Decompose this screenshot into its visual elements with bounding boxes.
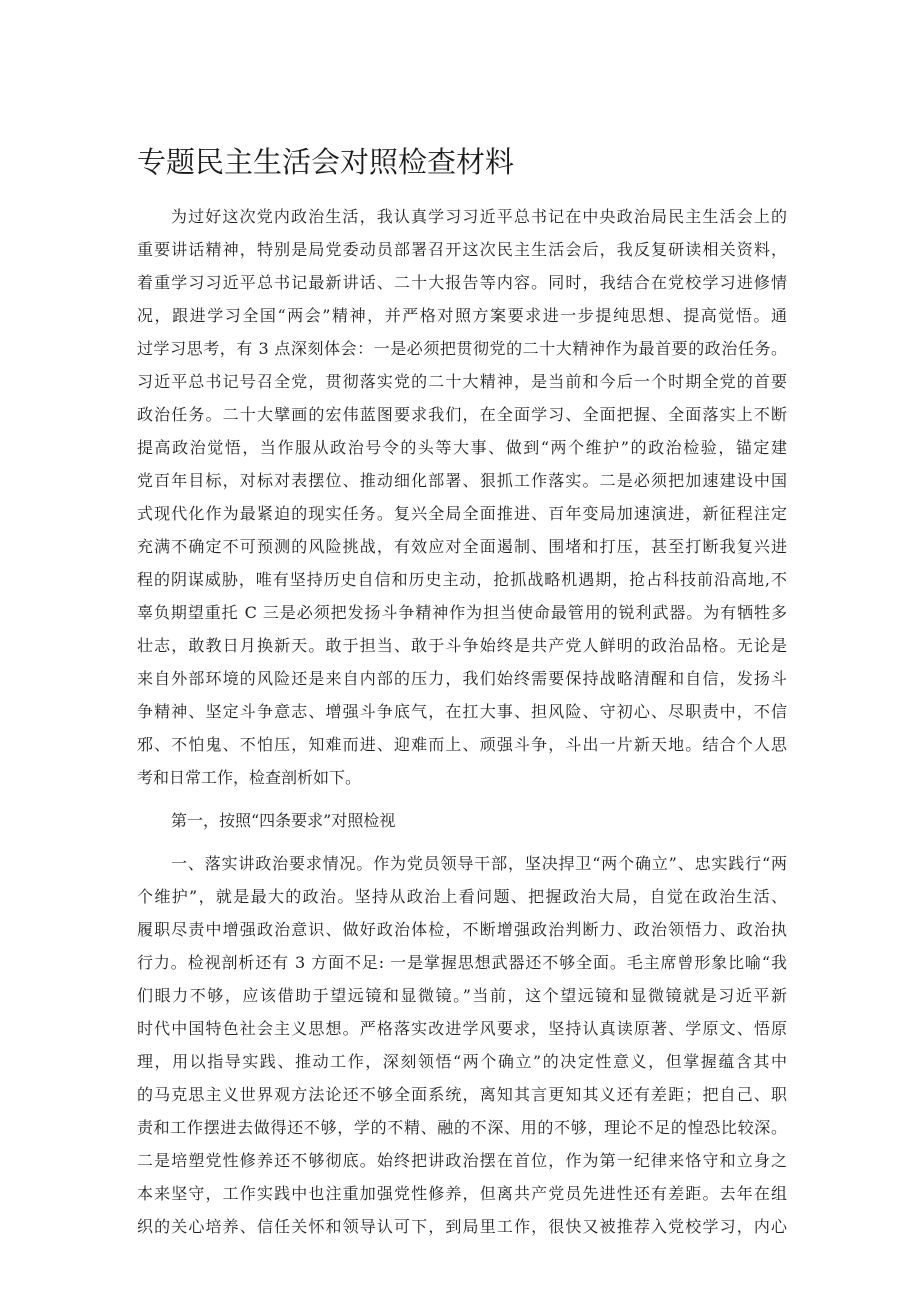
text-line: 考和日常工作，检查剖析如下。 bbox=[137, 768, 362, 787]
text-line: 邪、不怕鬼、不怕压，知难而进、迎难而上、顽强斗争，斗出一片新天地。结合个人思 bbox=[137, 735, 787, 754]
text-line: 政治任务。二十大擘画的宏伟蓝图要求我们，在全面学习、全面把握、全面落实上不断 bbox=[137, 405, 787, 424]
text-line: 过学习思考，有 3 点深刻体会：一是必须把贯彻党的二十大精神作为最首要的政治任务。 bbox=[137, 339, 787, 358]
document-title: 专题民主生活会对照检查材料 bbox=[137, 145, 515, 179]
text-line: 充满不确定不可预测的风险挑战，有效应对全面遏制、围堵和打压，甚至打断我复兴进 bbox=[137, 537, 787, 556]
text-line: 重要讲话精神，特别是局党委动员部署召开这次民主生活会后，我反复研读相关资料， bbox=[137, 240, 787, 259]
text-line: 们眼力不够，应该借助于望远镜和显微镜。”当前，这个望远镜和显微镜就是习近平新 bbox=[137, 986, 787, 1005]
text-line: 的马克思主义世界观方法论还不够全面系统，离知其言更知其义还有差距；把自己、职 bbox=[137, 1085, 787, 1104]
text-line: 辜负期望重托 C 三是必须把发扬斗争精神作为担当使命最管用的锐利武器。为有牺牲多 bbox=[137, 603, 787, 622]
text-line: 习近平总书记号召全党，贯彻落实党的二十大精神，是当前和今后一个时期全党的首要 bbox=[137, 372, 787, 391]
text-line: 行力。检视剖析还有 3 方面不足: 一是掌握思想武器还不够全面。毛主席曾形象比喻“我 bbox=[137, 953, 787, 972]
text-line: 党百年目标，对标对表摆位、推动细化部署、狠抓工作落实。二是必须把加速建设中国 bbox=[137, 471, 787, 490]
text-line: 式现代化作为最紧迫的现实任务。复兴全局全面推进、百年变局加速演进，新征程注定 bbox=[137, 504, 787, 523]
text-line: 本来坚守，工作实践中也注重加强党性修养，但离共产党员先进性还有差距。去年在组 bbox=[137, 1184, 787, 1203]
text-line: 责和工作摆进去做得还不够，学的不精、融的不深、用的不够，理论不足的惶恐比较深。 bbox=[137, 1118, 787, 1137]
section-heading bbox=[137, 804, 787, 837]
text-line: 履职尽责中增强政治意识、做好政治体检，不断增强政治判断力、政治领悟力、政治执 bbox=[137, 920, 787, 939]
text-line: 争精神、坚定斗争意志、增强斗争底气，在扛大事、担风险、守初心、尽职责中，不信 bbox=[137, 702, 787, 721]
paragraph-intro bbox=[137, 200, 787, 794]
text-line: 二是培塑党性修养还不够彻底。始终把讲政治摆在首位，作为第一纪律来恪守和立身之 bbox=[137, 1151, 787, 1170]
text-line: 时代中国特色社会主义思想。严格落实改进学风要求，坚持认真读原著、学原文、悟原 bbox=[137, 1019, 787, 1038]
text-line: 一、落实讲政治要求情况。作为党员领导干部，坚决捍卫“两个确立”、忠实践行“两 bbox=[171, 854, 787, 873]
text-line: 况，跟进学习全国“两会”精神，并严格对照方案要求进一步提纯思想、提高觉悟。通 bbox=[137, 306, 787, 325]
text-line: 着重学习习近平总书记最新讲话、二十大报告等内容。同时，我结合在党校学习进修情 bbox=[137, 273, 787, 292]
text-line: 壮志，敢教日月换新天。敢于担当、敢于斗争始终是共产党人鲜明的政治品格。无论是 bbox=[137, 636, 787, 655]
text-line: 第一，按照“四条要求”对照检视 bbox=[171, 811, 396, 830]
text-line: 织的关心培养、信任关怀和领导认可下，到局里工作，很快又被推荐入党校学习，内心 bbox=[137, 1217, 787, 1236]
text-line: 为过好这次党内政治生活，我认真学习习近平总书记在中央政治局民主生活会上的 bbox=[171, 207, 787, 226]
text-line: 提高政治觉悟，当作服从政治号令的头等大事、做到“两个维护”的政治检验，锚定建 bbox=[137, 438, 787, 457]
text-line: 个维护”，就是最大的政治。坚持从政治上看问题、把握政治大局，自觉在政治生活、 bbox=[137, 887, 787, 906]
document-body bbox=[137, 200, 787, 1243]
paragraph-political-requirements bbox=[137, 847, 787, 1243]
text-line: 程的阴谋威胁，唯有坚持历史自信和历史主动，抢抓战略机遇期，抢占科技前沿高地,不 bbox=[137, 570, 787, 589]
text-line: 理，用以指导实践、推动工作，深刻领悟“两个确立”的决定性意义，但掌握蕴含其中 bbox=[137, 1052, 787, 1071]
text-line: 来自外部环境的风险还是来自内部的压力，我们始终需要保持战略清醒和自信，发扬斗 bbox=[137, 669, 787, 688]
